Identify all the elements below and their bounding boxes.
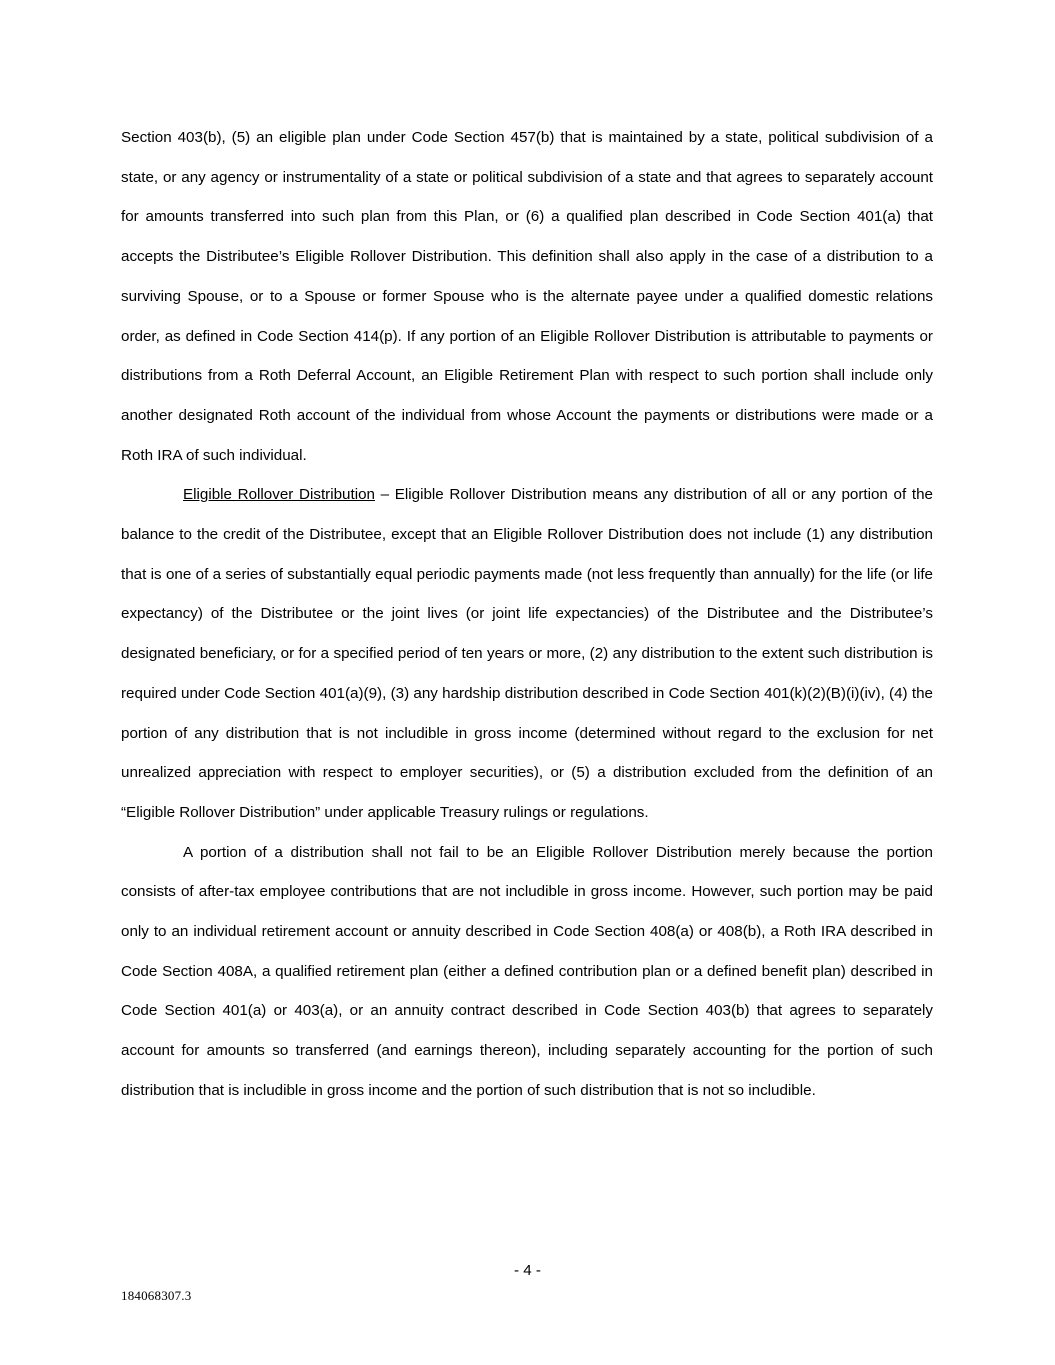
page-number: - 4 - bbox=[513, 1262, 541, 1279]
document-body bbox=[121, 118, 933, 1111]
defined-term-eligible-rollover-distribution: Eligible Rollover Distribution bbox=[183, 486, 375, 504]
paragraph-after-tax-portion bbox=[121, 833, 933, 1111]
document-id: 184068307.3 bbox=[121, 1288, 192, 1303]
paragraph-text: – Eligible Rollover Distribution means any distribution of all or any portion of the balance to the credit of the Distributee, except that an Eligible Rollover Distribution does not include (1) any distribution that is one of a series of substantially equal periodic payments made (not less frequently than annually) for the life (or life expectancy) of the Distributee or the joint lives (or joint life expectancies) of the Distributee and the Distributee’s designated beneficiary, or for a specified period of ten years or more, (2) any distribution to the extent such distribution is required under Code Section 401(a)(9), (3) any hardship distribution described in Code Section 401(k)(2)(B)(i)(iv), (4) the portion of any distribution that is not includible in gross income (determined without regard to the exclusion for net unrealized appreciation with respect to employer securities), or (5) a distribution excluded from the definition of an “Eligible Rollover Distribution” under applicable Treasury rulings or regulations. bbox=[121, 486, 933, 821]
paragraph-continuation bbox=[121, 118, 933, 475]
paragraph-text: Section 403(b), (5) an eligible plan under Code Section 457(b) that is maintained by a state, political subdivision of a state, or any agency or instrumentality of a state or political subdivision of a state and that agrees to separately account for amounts transferred into such plan from this Plan, or (6) a qualified plan described in Code Section 401(a) that accepts the Distributee’s Eligible Rollover Distribution. This definition shall also apply in the case of a distribution to a surviving Spouse, or to a Spouse or former Spouse who is the alternate payee under a qualified domestic relations order, as defined in Code Section 414(p). If any portion of an Eligible Rollover Distribution is attributable to payments or distributions from a Roth Deferral Account, an Eligible Retirement Plan with respect to such portion shall include only another designated Roth account of the individual from whose Account the payments or distributions were made or a Roth IRA of such individual. bbox=[121, 129, 933, 464]
paragraph-eligible-rollover-distribution bbox=[121, 475, 933, 832]
paragraph-text: A portion of a distribution shall not fail to be an Eligible Rollover Distribution merely because the portion consists of after-tax employee contributions that are not includible in gross income. However, such portion may be paid only to an individual retirement account or annuity described in Code Section 408(a) or 408(b), a Roth IRA described in Code Section 408A, a qualified retirement plan (either a defined contribution plan or a defined benefit plan) described in Code Section 401(a) or 403(a), or an annuity contract described in Code Section 403(b) that agrees to separately account for amounts so transferred (and earnings thereon), including separately accounting for the portion of such distribution that is includible in gross income and the portion of such distribution that is not so includible. bbox=[121, 843, 933, 1099]
